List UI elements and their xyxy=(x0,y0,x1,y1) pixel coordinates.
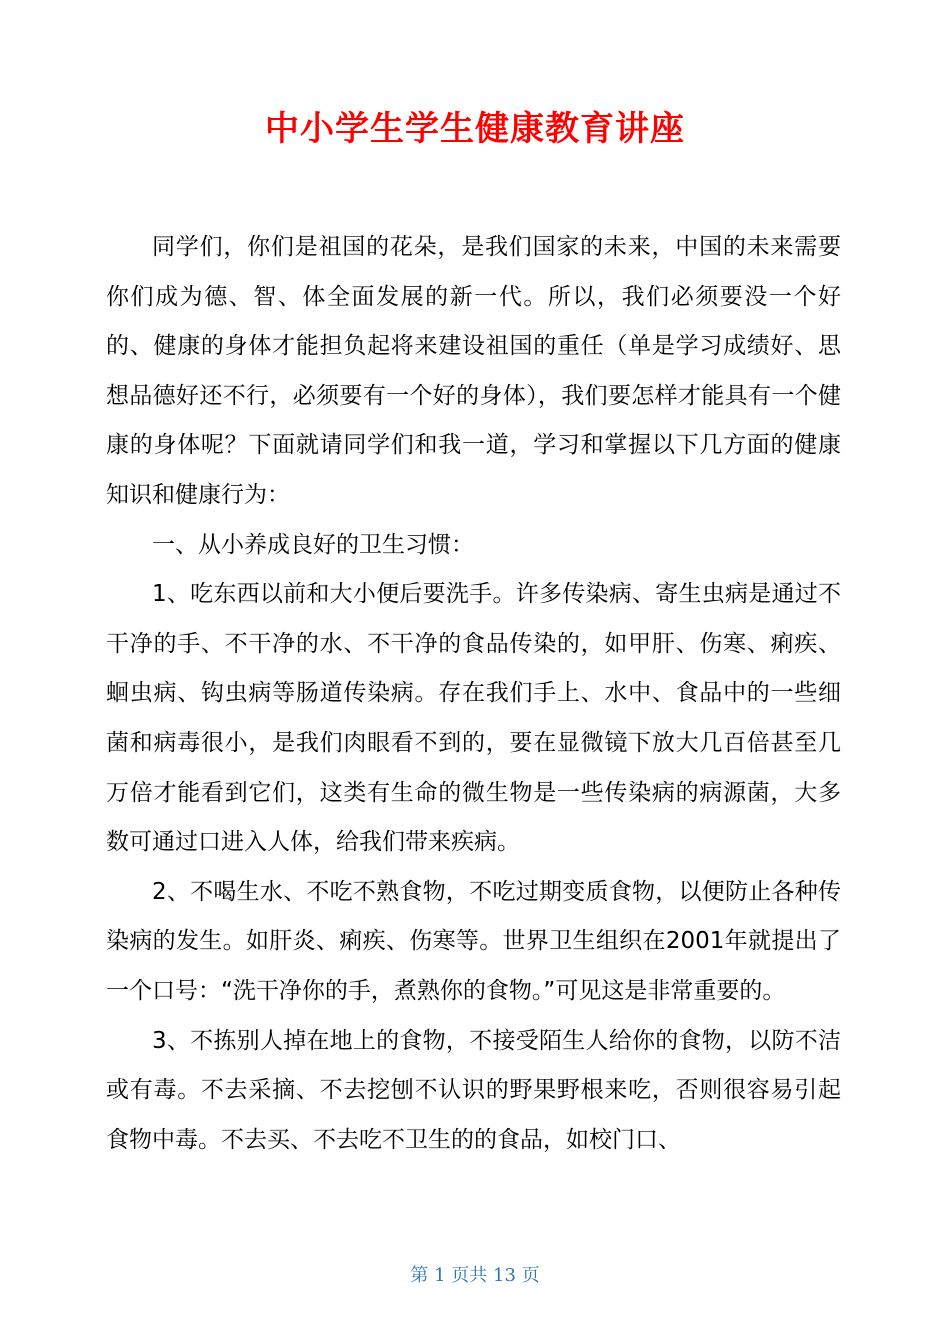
paragraph-section-heading-1: 一、从小养成良好的卫生习惯： xyxy=(152,531,474,558)
paragraph-intro: 同学们，你们是祖国的花朵，是我们国家的未来，中国的未来需要你们成为德、智、体全面发展的新一代。所以，我们必须要没一个好的、健康的身体才能担负起将来建设祖国的重任（单是学习成绩好、思想品德好还不行，必须要有一个好的身体），我们要怎样才能具有一个健康的身体呢？下面就请同学们和我一道，学习和掌握以下几方面的健康知识和健康行为： xyxy=(106,234,841,508)
document-body xyxy=(106,223,841,1165)
paragraph-item-1: 1、吃东西以前和大小便后要洗手。许多传染病、寄生虫病是通过不干净的手、不干净的水、不干净的食品传染的，如甲肝、伤寒、痢疾、蛔虫病、钩虫病等肠道传染病。存在我们手上、水中、食品中的一些细菌和病毒很小，是我们肉眼看不到的，要在显微镜下放大几百倍甚至几万倍才能看到它们，这类有生命的微生物是一些传染病的病源菌，大多数可通过口进入人体，给我们带来疾病。 xyxy=(106,581,841,856)
page-number-footer: 第 1 页共 13 页 xyxy=(410,1265,540,1286)
paragraph-item-2: 2、不喝生水、不吃不熟食物，不吃过期变质食物，以便防止各种传染病的发生。如肝炎、痢疾、伤寒等。世界卫生组织在2001年就提出了一个口号：“洗干净你的手，煮熟你的食物。”可见这是非常重要的。 xyxy=(106,878,841,1004)
document-title: 中小学生学生健康教育讲座 xyxy=(265,109,685,149)
paragraph-item-3: 3、不拣别人掉在地上的食物，不接受陌生人给你的食物，以防不洁或有毒。不去采摘、不去挖刨不认识的野果野根来吃，否则很容易引起食物中毒。不去买、不去吃不卫生的的食品，如校门口、 xyxy=(106,1027,841,1153)
